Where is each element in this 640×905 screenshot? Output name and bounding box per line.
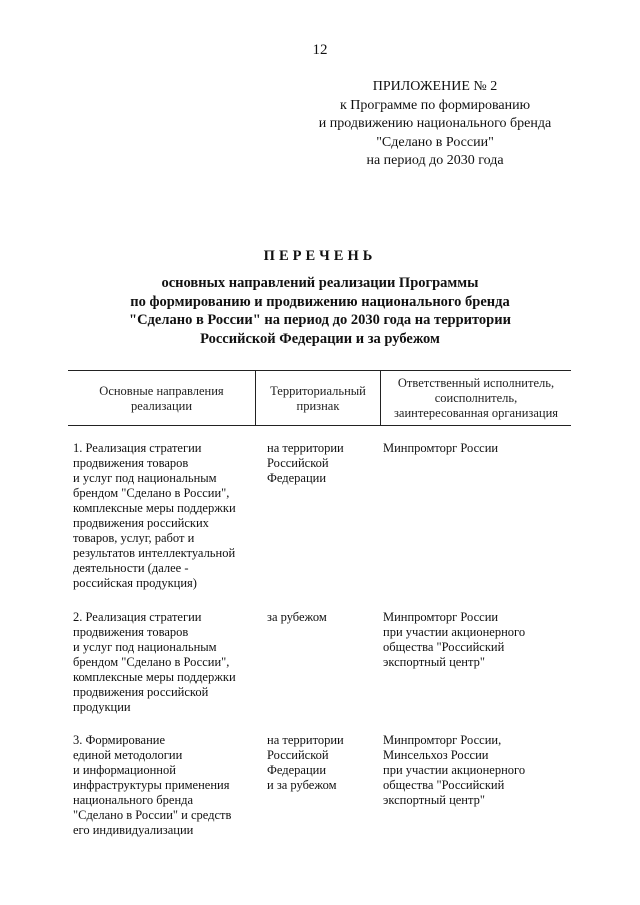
document-subtitle: основных направлений реализации Программы по формированию и продвижению национального бренда "Сделано в России" на период до 2030 года на территории Российской Федерации и за рубежом: [129, 275, 511, 347]
row-responsible: Минпромторг России: [383, 441, 499, 455]
page-number: 12: [312, 42, 328, 58]
directions-table: [68, 370, 571, 838]
row-territory: на территории Российской Федерации и за рубежом: [267, 733, 344, 792]
row-direction: 1. Реализация стратегии продвижения товаров и услуг под национальным брендом "Сделано в России", комплексные меры поддержки продвижения российских товаров, услуг, работ и результатов интеллектуальной деятельности (далее - российская продукция): [73, 441, 236, 590]
appendix-reference: к Программе по формированию и продвижению национального бренда "Сделано в России" на период до 2030 года: [318, 97, 552, 168]
row-responsible: Минпромторг России, Минсельхоз России при участии акционерного общества "Российский экспортный центр": [383, 733, 526, 807]
table-header: [68, 370, 571, 426]
table-row: [68, 610, 571, 715]
row-territory: за рубежом: [267, 610, 327, 624]
appendix-number: ПРИЛОЖЕНИЕ № 2: [372, 79, 498, 94]
table-row: [68, 441, 571, 591]
document-title: ПЕРЕЧЕНЬ: [263, 248, 377, 264]
row-direction: 3. Формирование единой методологии и информационной инфраструктуры применения национального бренда "Сделано в России" и средств его индивидуализации: [73, 733, 232, 837]
appendix-header: [300, 78, 570, 171]
header-responsible: Ответственный исполнитель, соисполнитель, заинтересованная организация: [380, 371, 571, 425]
table-row: [68, 733, 571, 838]
header-territory: Территориальный признак: [255, 371, 380, 425]
header-directions: Основные направления реализации: [99, 383, 224, 413]
row-responsible: Минпромторг России при участии акционерного общества "Российский экспортный центр": [383, 610, 526, 669]
row-direction: 2. Реализация стратегии продвижения товаров и услуг под национальным брендом "Сделано в России", комплексные меры поддержки продвижения российской продукции: [73, 610, 236, 714]
row-territory: на территории Российской Федерации: [267, 441, 344, 485]
